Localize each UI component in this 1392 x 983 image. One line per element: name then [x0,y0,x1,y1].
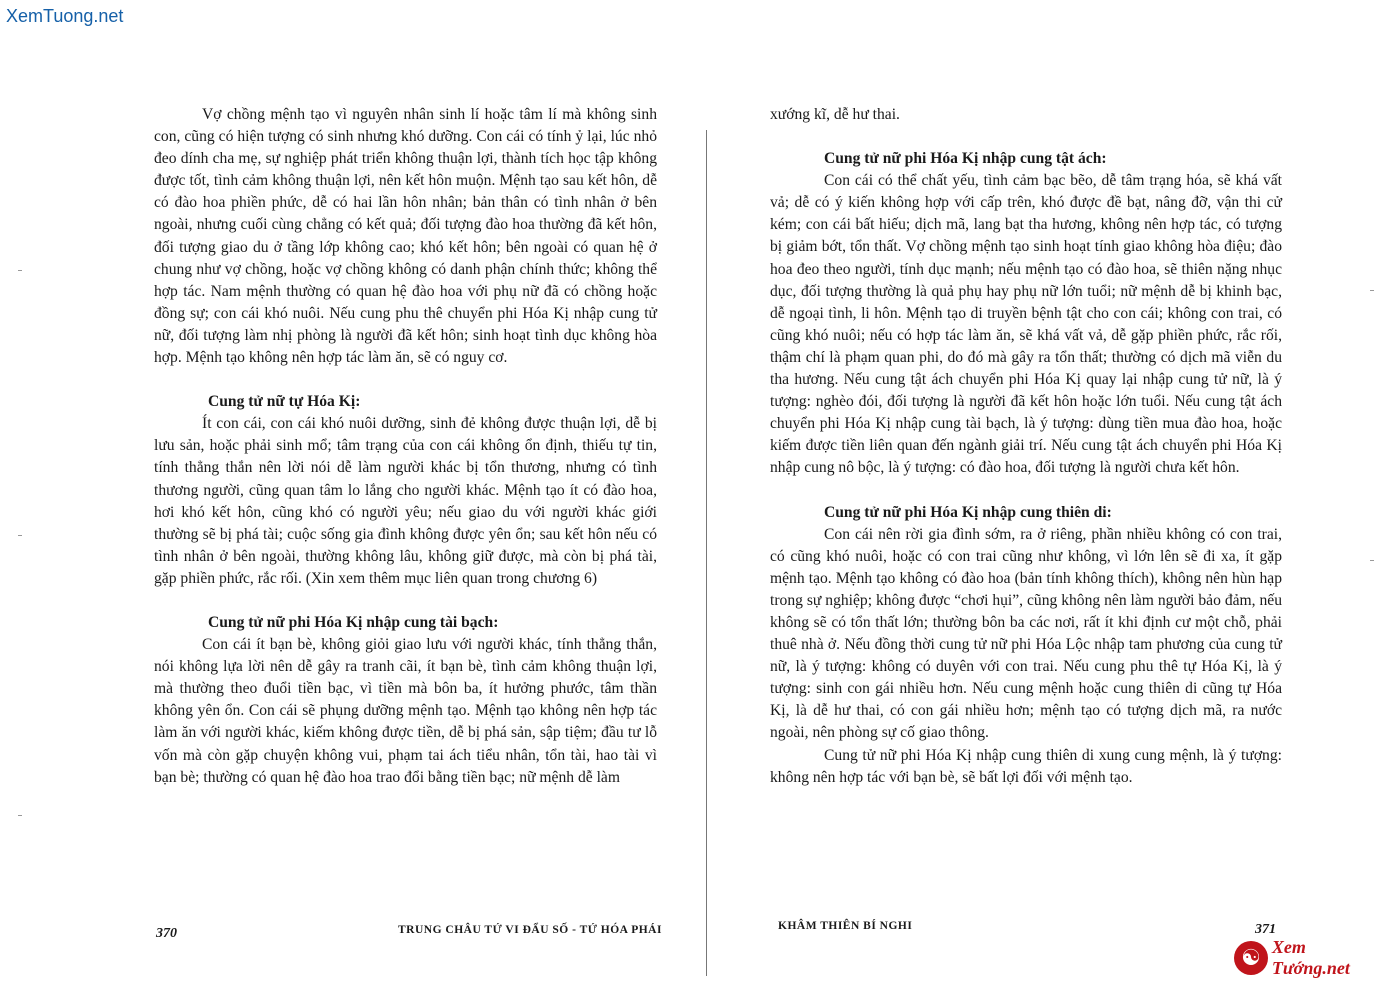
right-section1-heading: Cung tử nữ phi Hóa Kị nhập cung tật ách: [824,150,1107,168]
scan-speck [1370,290,1374,291]
left-section1-paragraph: Ít con cái, con cái khó nuôi dưỡng, sinh đẻ không được thuận lợi, dễ bị lưu sản, hoặc phải sinh mổ; tâm trạng của con cái không ổn định, thiếu tự tin, tính thẳng thắn nên lời nói dễ làm người khác bị tổn thương, nhưng có tình thương người, cũng quan tâm lo lắng cho người khác. Mệnh tạo ít có đào hoa, hơi khó kết hôn, cũng khó có người yêu; nếu giao du với người khác giới thường sẽ bị phá tài; cuộc sống gia đình không được yên ổn; sau kết hôn nếu có tình nhân ở bên ngoài, thường không lâu, không giữ được, mà còn bị phá tài, gặp phiền phức, rắc rối. (Xin xem thêm mục liên quan trong chương 6) [154,415,657,587]
right-section2-paragraph: Con cái nên rời gia đình sớm, ra ở riêng, phần nhiều không có con trai, có cũng khó nuôi, hoặc có con trai cũng như không, vì lớn lên sẽ đi xa, ít gặp mệnh tạo. Mệnh tạo không có đào hoa (bản tính không thích), không nên hùn hạp trong sự nghiệp; không được “chơi hụi”, cũng không nên làm người bảo đảm, nếu không sẽ có tổn thất lớn; thường bôn ba các nơi, rất ít khi định cư một chỗ, phải thuê nhà ở. Nếu đồng thời cung tử nữ phi Hóa Lộc nhập tam phương của cung tử nữ, là ý tượng: không có duyên với con trai. Nếu cung phu thê tự Hóa Kị, là ý tượng: sinh con gái nhiều hơn. Nếu cung mệnh hoặc cung thiên di cũng tự Hóa Kị, là dễ hư thai, có con gái nhiều hơn; mệnh tạo có tượng dịch mã, ra nước ngoài, nên phòng sự cố giao thông. [770,525,1282,742]
right-section2-heading: Cung tử nữ phi Hóa Kị nhập cung thiên di: [824,503,1112,521]
left-section2-heading: Cung tử nữ phi Hóa Kị nhập cung tài bạch: [208,613,499,631]
site-logo[interactable] [1234,938,1388,978]
right-page-footer: KHÂM THIÊN BÍ NGHI [778,920,913,932]
right-continuation-line: xướng kĩ, dễ hư thai. [770,106,900,123]
scan-speck [1370,560,1374,561]
scan-speck [18,815,22,816]
logo-text: Xem Tướng.net [1271,937,1350,978]
right-page [770,104,1282,789]
left-intro-paragraph: Vợ chồng mệnh tạo vì nguyên nhân sinh lí hoặc tâm lí mà không sinh con, cũng có hiện tượng có sinh nhưng khó dưỡng. Con cái có tính ỷ lại, lúc nhỏ đeo dính cha mẹ, sự nghiệp phát triển không thuận lợi, thành tích học tập không được tốt, tình cảm không thuận lợi, nên kết hôn muộn. Mệnh tạo sau kết hôn, dễ có đào hoa phiền phức, dễ có hai lần hôn nhân; bản thân có tình nhân ở bên ngoài, nhưng cuối cùng chẳng có kết quả; đối tượng đào hoa thường đã kết hôn, đối tượng giao du ở tầng lớp không cao; khó kết hôn; bên ngoài có quan hệ ở chung như vợ chồng, hoặc vợ chồng không có danh phận chính thức; không thể hợp tác. Nam mệnh thường có quan hệ đào hoa với phụ nữ đã có chồng hoặc đồng sự; con cái khó nuôi. Nếu cung phu thê chuyển phi Hóa Kị nhập cung tử nữ, đối tượng làm nhị phòng là người đã kết hôn; sinh hoạt tình dục không hòa hợp. Mệnh tạo không nên hợp tác làm ăn, sẽ có nguy cơ. [154,106,657,367]
left-page-number: 370 [156,926,177,941]
right-page-number: 371 [1255,922,1276,937]
left-section2-paragraph: Con cái ít bạn bè, không giỏi giao lưu với người khác, tính thẳng thắn, nói không lựa lời nên dễ gây ra tranh cãi, ít bạn bè, tình cảm không thuận lợi, mà thường theo đuổi tiền bạc, vì tiền mà bôn ba, ít hưởng phước, tâm thần không yên ổn. Con cái sẽ phụng dưỡng mệnh tạo. Mệnh tạo không nên hợp tác làm ăn với người khác, kiếm không được tiền, dễ bị phá sản, sập tiệm; đầu tư lỗ vốn mà còn gặp chuyện không vui, phạm tai ách tiểu nhân, tổn tài, hao tài vì bạn bè; thường có quan hệ đào hoa trao đổi bằng tiền bạc; nữ mệnh dễ làm [154,636,657,786]
yin-yang-icon: ☯ [1234,941,1268,975]
book-gutter [706,130,707,976]
right-section1-paragraph: Con cái có thể chất yếu, tình cảm bạc bẽo, dễ tâm trạng hóa, sẽ khá vất vả; dễ có ý kiến không hợp với cấp trên, khó được đề bạt, nâng đỡ, vận thi cử kém; con cái bất hiếu; dịch mã, lang bạt tha hương, không nên hợp tác, có tượng bị giảm bớt, tổn thất. Vợ chồng mệnh tạo sinh hoạt tính giao không hòa điệu; đào hoa đeo theo người, tính dục mạnh; nếu mệnh tạo có đào hoa, sẽ thiên nặng nhục dục, đối tượng thường là quả phụ hay phụ nữ lớn tuổi; nữ mệnh dễ bị khinh bạc, dễ ngoại tình, li hôn. Mệnh tạo di truyền bệnh tật cho con cái; không con trai, có cũng khó nuôi; nếu có hợp tác làm ăn, sẽ khá vất vả, dễ gặp phiền phức, rắc rối, thậm chí là phạm quan phi, do đó mà gây ra tổn thất; thường có dịch mã viễn du tha hương. Nếu cung tật ách chuyển phi Hóa Kị quay lại nhập cung tử nữ, là ý tượng: nghèo đói, đối tượng là người đã kết hôn hoặc lớn tuổi. Nếu cung tật ách chuyển phi Hóa Kị nhập cung tài bạch, là ý tượng: dùng tiền mua đào hoa, hoặc kiếm được tiền liên quan đến ngành giải trí. Nếu cung tật ách chuyển phi Hóa Kị nhập cung nô bộc, là ý tượng: có đào hoa, đối tượng là người chưa kết hôn. [770,172,1282,477]
scan-speck [18,270,22,271]
left-page-footer: TRUNG CHÂU TỨ VI ĐẨU SỐ - TỨ HÓA PHÁI [398,924,662,936]
left-section1-heading: Cung tử nữ tự Hóa Kị: [208,393,361,411]
site-watermark-label[interactable]: XemTuong.net [6,6,124,26]
left-page [154,104,657,789]
right-closing-paragraph: Cung tử nữ phi Hóa Kị nhập cung thiên di xung cung mệnh, là ý tượng: không nên hợp tác với bạn bè, sẽ bất lợi đối với mệnh tạo. [770,746,1282,786]
scan-speck [18,535,22,536]
